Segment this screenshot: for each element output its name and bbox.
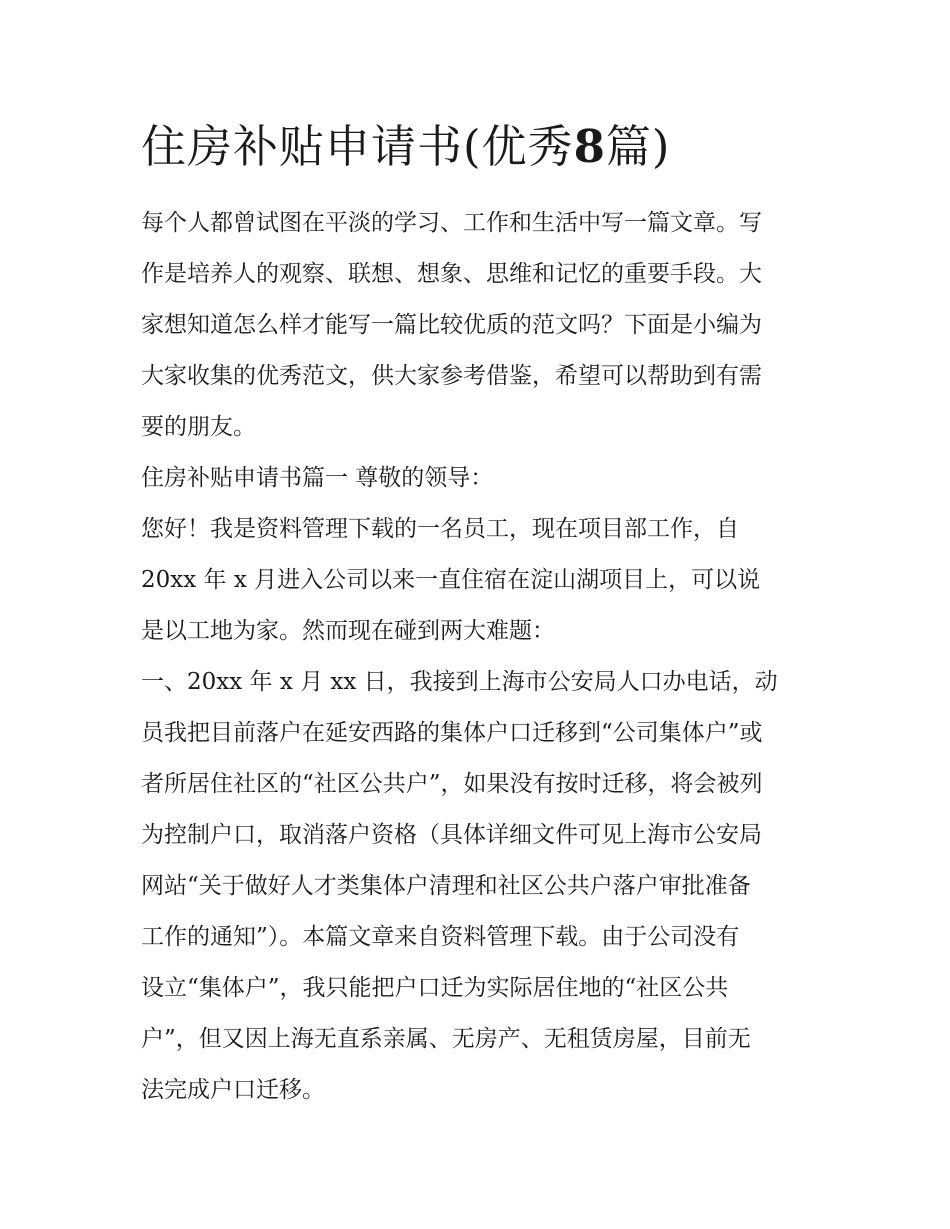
text-line: 是以工地为家。然而现在碰到两大难题： — [141, 618, 555, 644]
text-line: 设立“集体户”，我只能把户口迁为实际居住地的“社区公共 — [141, 975, 729, 1001]
document-body — [141, 198, 821, 1116]
text-line: 网站“关于做好人才类集体户清理和社区公共户落户审批准备 — [141, 873, 751, 899]
section-heading: 住房补贴申请书篇一 尊敬的领导： — [141, 465, 494, 491]
text-line: 大家收集的优秀范文，供大家参考借鉴，希望可以帮助到有需 — [141, 363, 762, 389]
text-line: 20xx 年 x 月进入公司以来一直住宿在淀山湖项目上，可以说 — [141, 567, 761, 593]
page-title — [141, 116, 670, 178]
text-line: 法完成户口迁移。 — [141, 1077, 325, 1103]
text-line: 工作的通知”）。本篇文章来自资料管理下载。由于公司没有 — [141, 924, 740, 950]
text-line: 者所居住社区的“社区公共户”，如果没有按时迁移，将会被列 — [141, 771, 763, 797]
text-line: 为控制户口，取消落户资格（具体详细文件可见上海市公安局 — [141, 822, 762, 848]
title-prefix: 住房补贴申请书(优秀 — [141, 120, 574, 173]
title-suffix: 篇) — [605, 120, 671, 173]
text-line: 每个人都曾试图在平淡的学习、工作和生活中写一篇文章。写 — [141, 210, 762, 236]
text-line: 家想知道怎么样才能写一篇比较优质的范文吗？下面是小编为 — [141, 312, 762, 338]
text-line: 要的朋友。 — [141, 414, 256, 440]
text-line: 员我把目前落户在延安西路的集体户口迁移到“公司集体户”或 — [141, 720, 763, 746]
text-line: 户”，但又因上海无直系亲属、无房产、无租赁房屋，目前无 — [141, 1026, 751, 1052]
text-line: 您好！我是资料管理下载的一名员工，现在项目部工作，自 — [141, 516, 739, 542]
title-number: 8 — [573, 120, 606, 173]
text-line: 一、20xx 年 x 月 xx 日，我接到上海市公安局人口办电话，动 — [141, 669, 778, 695]
text-line: 作是培养人的观察、联想、想象、思维和记忆的重要手段。大 — [141, 261, 762, 287]
